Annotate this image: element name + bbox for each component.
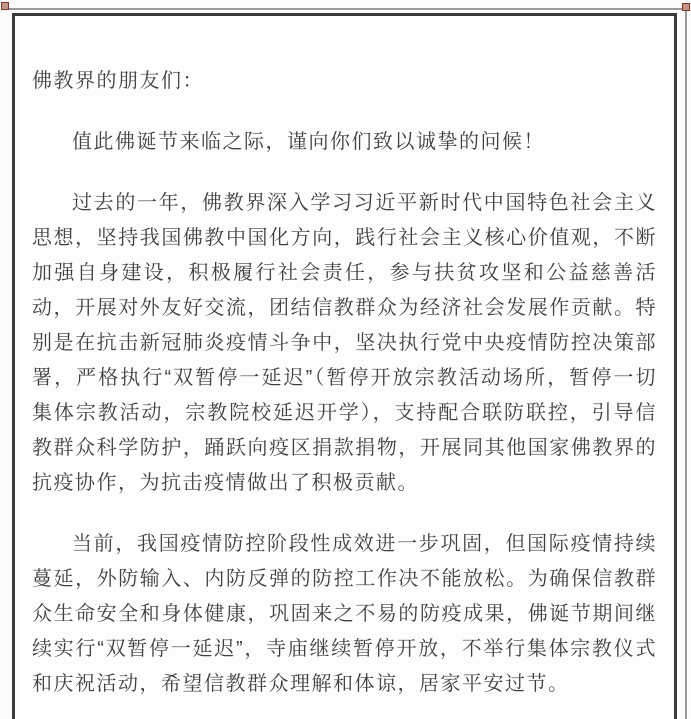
- selection-right-edge: [685, 9, 687, 719]
- letter-body-paragraph-2: 当前，我国疫情防控阶段性成效进一步巩固，但国际疫情持续蔓延，外防输入、内防反弹的防控工作决不能放松。为确保信教群众生命安全和身体健康，巩固来之不易的防疫成果，佛诞节期间继续实行“双暂停一延迟”，寺庙继续暂停开放，不举行集体宗教仪式和庆祝活动，希望信教群众理解和体谅，居家平安过节。: [32, 533, 657, 695]
- letter-body-paragraph-1: 过去的一年，佛教界深入学习习近平新时代中国特色社会主义思想，坚持我国佛教中国化方向，践行社会主义核心价值观，不断加强自身建设，积极履行社会责任，参与扶贫攻坚和公益慈善活动，开展对外友好交流，团结信教群众为经济社会发展作贡献。特别是在抗击新冠肺炎疫情斗争中，坚决执行党中央疫情防控决策部署，严格执行“双暂停一延迟”（暂停开放宗教活动场所，暂停一切集体宗教活动，宗教院校延迟开学），支持配合联防联控，引导信教群众科学防护，踊跃向疫区捐款捐物，开展同其他国家佛教界的抗疫协作，为抗击疫情做出了积极贡献。: [32, 192, 657, 494]
- selection-handle-top-right[interactable]: [682, 3, 690, 11]
- selection-handle-top-left[interactable]: [1, 2, 9, 10]
- letter-page: [12, 13, 677, 719]
- letter-greeting-paragraph: 值此佛诞节来临之际，谨向你们致以诚挚的问候！: [72, 131, 545, 153]
- letter-salutation: 佛教界的朋友们：: [32, 70, 204, 92]
- selection-top-edge: [5, 8, 686, 10]
